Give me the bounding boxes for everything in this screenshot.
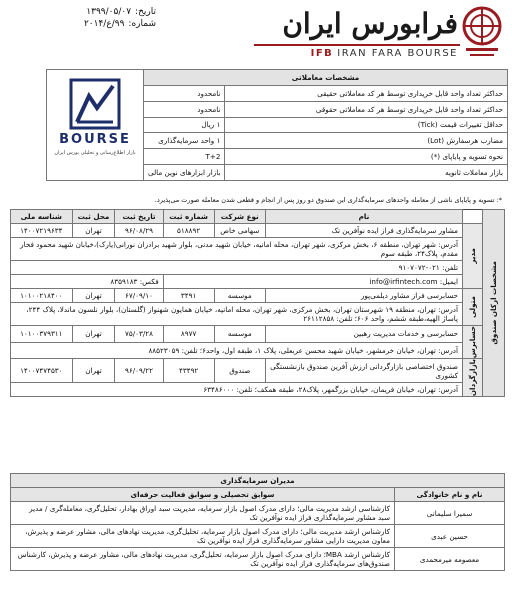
number-label: شماره: <box>128 19 156 30</box>
auditor-reg-place: تهران <box>72 326 115 343</box>
bourse-logo-word: BOURSE <box>59 132 131 147</box>
market-maker-reg-no: ۴۳۴۹۲ <box>163 359 214 383</box>
col-header-type: نوع شرکت <box>214 210 265 224</box>
spec-label: مضارب هرسفارش (Lot) <box>225 133 508 149</box>
role-custodian: متولی <box>463 289 483 326</box>
col-header-name: نام <box>265 210 462 224</box>
custodian-name: حسابرسی فراز مشاور دیلمی‌پور <box>265 289 462 303</box>
manager-list-row <box>11 525 505 548</box>
market-maker-type: صندوق <box>214 359 265 383</box>
logo-persian-name: فرابورس ایران <box>282 7 458 40</box>
manager-reg-place: تهران <box>72 224 115 238</box>
spec-label: حداکثر تعداد واحد قابل خریداری توسط هر کد معاملاتی حقیقی <box>225 85 508 101</box>
auditor-reg-date: ۷۵/۰۳/۲۸ <box>115 326 163 343</box>
bourse-logo-subtitle: بازار اطلاع‌رسانی و تحلیلی بورس ایران <box>54 150 136 156</box>
manager-reg-no: ۵۱۸۸۹۲ <box>163 224 214 238</box>
auditor-reg-no: ۸۹۷۷ <box>163 326 214 343</box>
farabourse-emblem-icon <box>460 4 504 62</box>
date-value: ۱۳۹۹/۰۵/۰۷ <box>86 7 132 17</box>
manager-row <box>11 224 505 238</box>
market-maker-reg-date: ۹۶/۰۹/۲۲ <box>115 359 163 383</box>
manager-person-name: حسین عبدی <box>395 525 505 548</box>
manager-list-row <box>11 502 505 525</box>
col-header-reg-date: تاریخ ثبت <box>115 210 163 224</box>
custodian-reg-place: تهران <box>72 289 115 303</box>
manager-name: مشاور سرمایه‌گذاری فراز ایده نوآفرین تک <box>265 224 462 238</box>
logo-rule <box>254 44 460 46</box>
fund-pillars-table <box>10 209 505 397</box>
spec-value: نامحدود <box>144 101 225 117</box>
manager-reg-date: ۹۶/۰۸/۲۹ <box>115 224 163 238</box>
role-market-maker: بازارگردان <box>463 359 483 397</box>
col-header-national-id: شناسه ملی <box>11 210 73 224</box>
bourse-logo <box>47 70 143 180</box>
spec-value: بازار ابزارهای نوین مالی <box>144 165 225 181</box>
custodian-reg-date: ۶۷/۰۹/۱۰ <box>115 289 163 303</box>
pillars-side-title-cell <box>483 210 505 397</box>
auditor-address: آدرس: تهران، خیابان خرمشهر، خیابان شهید محسن عربعلی، پلاک ۱، طبقه اول، واحد۶؛ تلفن: ۸۸۵۲۳۰۵۹ <box>11 342 463 359</box>
number-value: ۹۹/ع/۲۰۱۴ <box>83 19 125 30</box>
col-header-reg-no: شماره ثبت <box>163 210 214 224</box>
manager-phone: تلفن: ۰۲۱-۹۱۰۷۰۷۲ <box>11 261 463 275</box>
market-maker-national-id: ۱۴۰۰۷۴۷۴۵۳۰ <box>11 359 73 383</box>
manager-type: سهامی خاص <box>214 224 265 238</box>
spec-value: T+2 <box>144 149 225 165</box>
farabourse-logo <box>254 4 504 64</box>
spec-label: حداقل تغییرات قیمت (Tick) <box>225 117 508 133</box>
number-row <box>6 18 156 30</box>
manager-address: آدرس: شهر تهران، منطقه ۶، بخش مرکزی، شهر تهران، محله امانیه، خیابان شهید مدنی، بلوار شهید برادران نورانی(یارک)،خیابان شهید محمود فخار مقدم، پلاک۲۴، طبقه سوم <box>11 238 463 261</box>
pillars-side-title: مشخصات ارکان صندوق <box>489 261 498 345</box>
custodian-reg-no: ۳۴۹۱ <box>163 289 214 303</box>
date-label: تاریخ: <box>135 7 156 17</box>
spec-value: ۱ ریال <box>144 117 225 133</box>
settlement-note: *: تسویه و پایاپای ناشی از معامله واحدهای سرمایه‌گذاری این صندوق دو روز پس از انجام و قطعی شدن معامله صورت می‌پذیرد. <box>154 196 502 204</box>
auditor-name: حسابرسی و خدمات مدیریت رهبین <box>265 326 462 343</box>
market-maker-row <box>11 359 505 383</box>
custodian-address: آدرس: تهران، منطقه ۱۹ شهرستان تهران، بخش مرکزی، شهر تهران، محله امانیه، خیابان همایون شهنواز (گلستان)، بلوار نلسون ماندلا، پلاک ۲۴۴، پاساژ الهیه،طبقه ششم، واحد ۶۰۶؛ تلفن: ۲۶۱۱۲۸۵۸ <box>11 303 463 326</box>
spec-label: نحوه تسویه و پایاپای (*) <box>225 149 508 165</box>
market-maker-address: آدرس: تهران، خیابان فریمان، خیابان بزرگمهر، پلاک۲۸، طبقه همکف؛ تلفن: ۶۳۴۸۶۰۰۰ <box>11 382 463 396</box>
role-auditor: حسابرس <box>463 326 483 359</box>
manager-fax: فکس: ۸۳۵۹۱۸۳ <box>11 275 164 289</box>
spec-label: بازار معاملات ثانویه <box>225 165 508 181</box>
custodian-type: موسسه <box>214 289 265 303</box>
managers-col-name: نام و نام خانوادگی <box>395 488 505 502</box>
custodian-row <box>11 289 505 303</box>
manager-person-name: معصومه میرمحمدی <box>395 548 505 571</box>
market-maker-reg-place: تهران <box>72 359 115 383</box>
manager-national-id: ۱۴۰۰۷۲۱۹۶۳۴ <box>11 224 73 238</box>
auditor-type: موسسه <box>214 326 265 343</box>
manager-person-bio: کارشناس ارشد MBA؛ دارای مدرک اصول بازار سرمایه، تحلیل‌گری، مدیریت نهادهای مالی، مشاور عرضه و پذیرش، کارشناس صندوق‌های سرمایه‌گذاری فراز ایده نوآفرین تک <box>11 548 395 571</box>
date-row <box>6 6 156 18</box>
spec-value: نامحدود <box>144 85 225 101</box>
trading-specs-table <box>46 69 508 181</box>
col-header-reg-place: محل ثبت <box>72 210 115 224</box>
manager-person-name: سمیرا سلیمانی <box>395 502 505 525</box>
spec-label: حداکثر تعداد واحد قابل خریداری توسط هر کد معاملاتی حقوقی <box>225 101 508 117</box>
market-maker-name: صندوق اختصاصی بازارگردانی ارزش آفرین صندوق بازنشستگی کشوری <box>265 359 462 383</box>
auditor-national-id: ۱۰۱۰۰۳۷۹۳۱۱ <box>11 326 73 343</box>
logo-english-name: IFB IRAN FARA BOURSE <box>310 48 458 59</box>
role-manager: مدیر <box>463 224 483 289</box>
manager-list-row <box>11 548 505 571</box>
managers-title: مدیران سرمایه‌گذاری <box>11 474 505 488</box>
logo-ifb: IFB <box>310 48 334 59</box>
auditor-row <box>11 326 505 343</box>
bourse-emblem-icon <box>69 78 121 130</box>
manager-person-bio: کارشناس ارشد مدیریت مالی؛ دارای مدرک اصول بازار سرمایه، تحلیل‌گری، مدیریت نهادهای مالی، مشاور عرضه و پذیرش، معاون مدیریت دارایی مشاور سرمایه‌گذاری فراز ایده نوآفرین تک <box>11 525 395 548</box>
spec-value: ۱ واحد سرمایه‌گذاری <box>144 133 225 149</box>
manager-email: ایمیل: info@irfintech.com <box>163 275 462 289</box>
managers-col-bio: سوابق تحصیلی و سوابق فعالیت حرفه‌ای <box>11 488 395 502</box>
bourse-logo-cell <box>47 70 144 181</box>
custodian-national-id: ۱۰۱۰۰۲۱۸۴۰۰ <box>11 289 73 303</box>
manager-person-bio: کارشناسی ارشد مدیریت مالی؛ دارای مدرک اصول بازار سرمایه، مدیریت سبد اوراق بهادار، تحلیل‌گری، معامله‌گری / مدیر سبد مشاور سرمایه‌گذاری فراز ایده نوآفرین تک <box>11 502 395 525</box>
letter-meta <box>6 6 156 30</box>
specs-title: مشخصات معاملاتی <box>144 70 508 86</box>
investment-managers-table <box>10 473 505 571</box>
